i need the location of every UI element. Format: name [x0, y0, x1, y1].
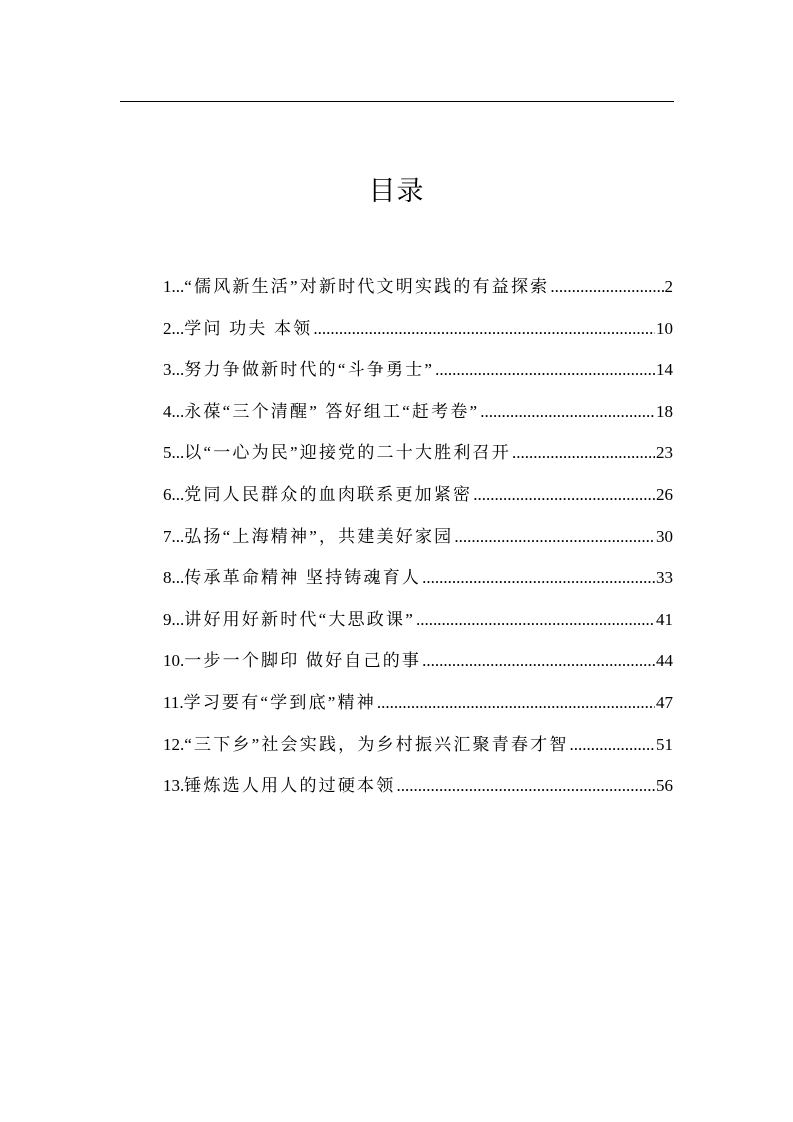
toc-entry[interactable] — [163, 557, 673, 599]
toc-entry-page: 2 — [664, 277, 673, 296]
toc-entry-number: 8... — [163, 568, 185, 588]
toc-dot-leader — [416, 599, 655, 641]
toc-entry[interactable] — [163, 308, 673, 350]
toc-entry-page: 51 — [656, 734, 673, 754]
toc-entry-title[interactable]: “三下乡”社会实践，为乡村振兴汇聚青春才智 — [184, 734, 569, 754]
toc-entry[interactable] — [163, 682, 673, 724]
toc-title: 目录 — [368, 176, 425, 207]
toc-entry-title[interactable]: “儒风新生活”对新时代文明实践的有益探索 — [184, 277, 550, 296]
toc-entry[interactable] — [163, 391, 673, 433]
toc-entry-number: 9... — [163, 609, 185, 629]
toc-entry-page: 56 — [656, 776, 673, 796]
toc-entry-page: 23 — [656, 443, 673, 463]
toc-dot-leader — [473, 474, 655, 516]
toc-dot-leader — [512, 432, 655, 474]
toc-entry-page: 30 — [656, 526, 673, 546]
toc-entry-title[interactable]: 党同人民群众的血肉联系更加紧密 — [184, 484, 473, 504]
toc-entry-title[interactable]: 传承革命精神 坚持铸魂育人 — [184, 568, 422, 588]
toc-dot-leader — [454, 516, 655, 558]
toc-entry[interactable] — [163, 765, 673, 807]
toc-entry-number: 11. — [163, 692, 184, 712]
toc-entry-number: 6... — [163, 484, 185, 504]
toc-entry[interactable] — [163, 432, 673, 474]
toc-dot-leader — [570, 724, 655, 766]
toc-entry-number: 1... — [163, 277, 185, 296]
toc-entry-number: 10. — [163, 651, 185, 671]
toc-list — [163, 266, 673, 807]
toc-entry[interactable] — [163, 724, 673, 766]
toc-entry-title[interactable]: 讲好用好新时代“大思政课” — [184, 609, 415, 629]
toc-dot-leader — [422, 557, 655, 599]
toc-entry-number: 3... — [163, 360, 185, 380]
toc-entry-page: 14 — [656, 360, 673, 380]
toc-dot-leader — [396, 765, 655, 807]
toc-entry-title[interactable]: 以“一心为民”迎接党的二十大胜利召开 — [184, 443, 511, 463]
toc-entry[interactable] — [163, 640, 673, 682]
toc-dot-leader — [550, 266, 663, 308]
toc-entry-number: 7... — [163, 526, 185, 546]
toc-entry[interactable] — [163, 516, 673, 558]
toc-entry-page: 10 — [656, 318, 673, 338]
toc-entry[interactable] — [163, 599, 673, 641]
toc-entry-number: 2... — [163, 318, 185, 338]
toc-dot-leader — [313, 308, 655, 350]
toc-entry-number: 12. — [163, 734, 185, 754]
toc-entry-page: 26 — [656, 484, 673, 504]
toc-entry-number: 5... — [163, 443, 185, 463]
header-rule — [120, 101, 674, 102]
toc-dot-leader — [480, 391, 655, 433]
toc-entry-title[interactable]: 学问 功夫 本领 — [184, 318, 313, 338]
toc-entry-title[interactable]: 锤炼选人用人的过硬本领 — [184, 776, 396, 796]
toc-entry-title[interactable]: 一步一个脚印 做好自己的事 — [184, 651, 422, 671]
toc-entry[interactable] — [163, 349, 673, 391]
toc-entry-page: 47 — [656, 692, 673, 712]
toc-entry-title[interactable]: 学习要有“学到底”精神 — [183, 692, 376, 712]
toc-entry-title[interactable]: 努力争做新时代的“斗争勇士” — [184, 360, 435, 380]
toc-entry-page: 18 — [656, 401, 673, 421]
toc-entry[interactable] — [163, 474, 673, 516]
toc-entry-title[interactable]: 弘扬“上海精神”，共建美好家园 — [184, 526, 454, 546]
toc-entry-number: 13. — [163, 776, 185, 796]
toc-dot-leader — [435, 349, 655, 391]
toc-entry-page: 44 — [656, 651, 673, 671]
toc-entry[interactable] — [163, 266, 673, 308]
toc-dot-leader — [422, 640, 655, 682]
toc-entry-title[interactable]: 永葆“三个清醒” 答好组工“赶考卷” — [184, 401, 480, 421]
toc-entry-page: 41 — [656, 609, 673, 629]
toc-entry-page: 33 — [656, 568, 673, 588]
toc-entry-number: 4... — [163, 401, 185, 421]
toc-dot-leader — [377, 682, 655, 724]
